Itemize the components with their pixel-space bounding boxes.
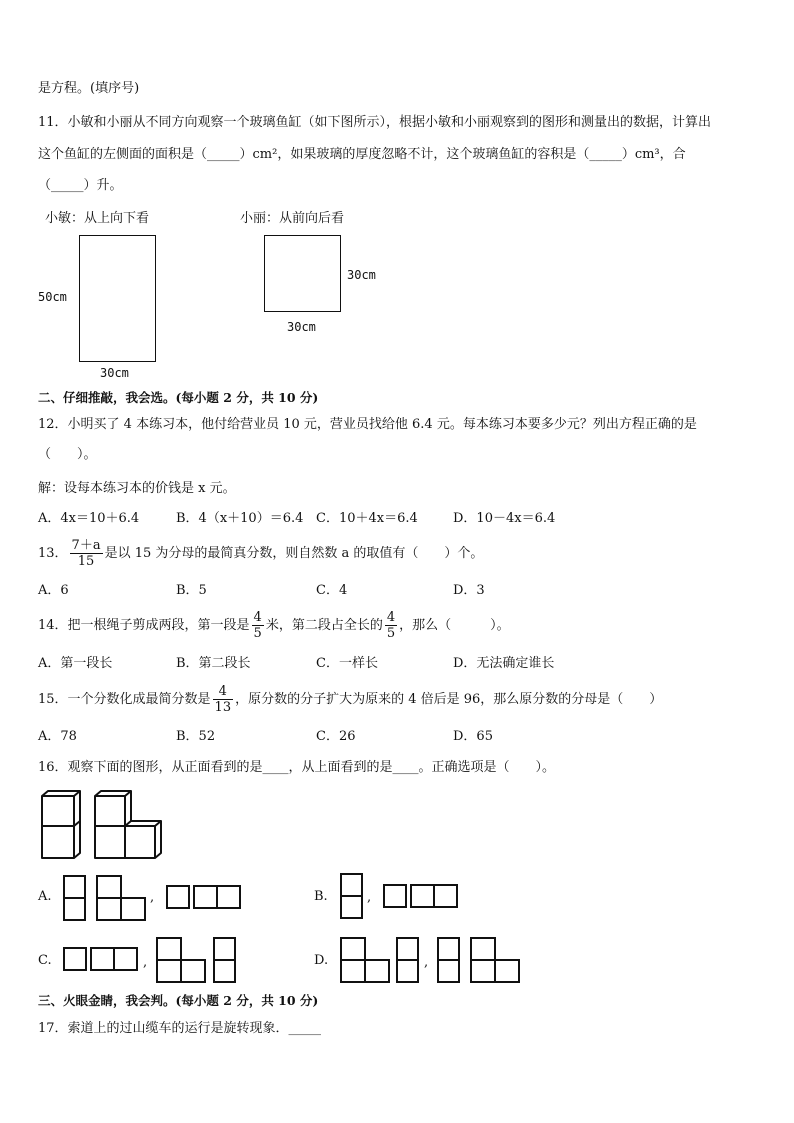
- q12-option-d: D．10－4x＝6.4: [453, 511, 556, 526]
- q15-option-a: A．78: [38, 729, 77, 744]
- q15-fraction: [213, 684, 234, 715]
- q14-stem: [38, 610, 510, 641]
- label-30cm-front-view: 30cm: [287, 320, 316, 334]
- q16-option-b-label: B.: [314, 889, 328, 904]
- q14-fraction-1: [252, 610, 264, 641]
- q13-option-d: D．3: [453, 583, 485, 598]
- q16-option-d-view-2: [396, 937, 419, 983]
- caption-xiaoli: 小丽：从前向后看: [240, 211, 345, 226]
- q16-option-c-comma: ,: [143, 955, 148, 970]
- label-30cm-right: 30cm: [347, 268, 376, 282]
- q15-stem: [38, 684, 662, 715]
- q17-line: 17．索道上的过山缆车的运行是旋转现象．_____: [38, 1021, 322, 1036]
- q14-fraction-1-denominator: 5: [253, 626, 262, 641]
- section-2-heading: 二、仔细推敲，我会选。(每小题 2 分，共 10 分): [38, 390, 319, 405]
- q11-line2: 这个鱼缸的左侧面的面积是（_____）cm²，如果玻璃的厚度忽略不计，这个玻璃鱼缸的容积是（_____）cm³，合: [38, 147, 686, 162]
- q13-number: 13．: [38, 546, 68, 561]
- q15-part2: ，原分数的分子扩大为原来的 4 倍后是 96，那么原分数的分母是（ ）: [235, 692, 663, 707]
- q14-part1: 14．把一根绳子剪成两段，第一段是: [38, 618, 250, 633]
- q15-option-d: D．65: [453, 729, 493, 744]
- front-view-square: [264, 235, 342, 313]
- q16-option-a-label: A.: [38, 889, 52, 904]
- q13-text: 是以 15 为分母的最简真分数，则自然数 a 的取值有（ ）个。: [104, 546, 484, 561]
- q15-fraction-denominator: 13: [214, 700, 232, 715]
- q12-line2: （ ）。: [38, 447, 97, 462]
- q12-option-b: B．4（x＋10）＝6.4: [176, 511, 304, 526]
- q14-fraction-2: [385, 610, 397, 641]
- q16-option-a-comma: ,: [150, 890, 155, 905]
- q13-fraction-denominator: 15: [77, 554, 95, 569]
- top-view-rectangle: [79, 235, 157, 363]
- q14-option-c: C．一样长: [316, 656, 378, 671]
- q16-option-d-label: D.: [314, 953, 329, 968]
- label-50cm: 50cm: [38, 290, 67, 304]
- section-3-heading: 三、火眼金睛，我会判。(每小题 2 分，共 10 分): [38, 993, 319, 1008]
- q15-part1: 15．一个分数化成最简分数是: [38, 692, 211, 707]
- q16-option-c-view-3: [213, 937, 236, 983]
- q14-option-d: D．无法确定谁长: [453, 656, 555, 671]
- q16-option-c-label: C.: [38, 953, 52, 968]
- q16-option-d-view-1: [340, 937, 390, 983]
- label-30cm-top-view: 30cm: [100, 366, 129, 380]
- q16-option-c-view-2: [156, 937, 206, 983]
- q15-option-b: B．52: [176, 729, 216, 744]
- q14-option-a: A．第一段长: [38, 656, 113, 671]
- q14-part3: ，那么（ ）。: [399, 618, 510, 633]
- q16-option-d-view-4: [470, 937, 520, 983]
- q15-option-c: C．26: [316, 729, 356, 744]
- q13-option-a: A．6: [38, 583, 69, 598]
- cube-stack-figure: [40, 790, 165, 860]
- q13-stem: [38, 538, 483, 569]
- q16-option-d-comma: ,: [424, 955, 429, 970]
- q16-option-a-view-2: [96, 875, 146, 921]
- q16-option-b-comma: ,: [367, 890, 372, 905]
- q14-part2: 米，第二段占全长的: [265, 618, 383, 633]
- q12-option-c: C．10＋4x＝6.4: [316, 511, 418, 526]
- q16-option-a-view-3: [166, 885, 242, 910]
- q12-line3: 解：设每本练习本的价钱是 x 元。: [38, 481, 236, 496]
- q11-line3: （_____）升。: [38, 178, 123, 193]
- q16-option-b-view-1: [340, 873, 363, 919]
- q11-line1: 11．小敏和小丽从不同方向观察一个玻璃鱼缸（如下图所示），根据小敏和小丽观察到的图形和测量出的数据，计算出: [38, 115, 712, 130]
- q14-fraction-1-numerator: 4: [253, 610, 262, 625]
- q13-fraction: [70, 538, 103, 569]
- q12-line1: 12．小明买了 4 本练习本，他付给营业员 10 元，营业员找给他 6.4 元。每本练习本要多少元？列出方程正确的是: [38, 417, 697, 432]
- q14-option-b: B．第二段长: [176, 656, 251, 671]
- q12-option-a: A．4x＝10＋6.4: [38, 511, 140, 526]
- q16-option-a-view-1: [63, 875, 86, 921]
- q16-option-d-view-3: [437, 937, 460, 983]
- q13-option-b: B．5: [176, 583, 207, 598]
- q16-line1: 16．观察下面的图形，从正面看到的是____，从上面看到的是____。正确选项是（ ）。: [38, 760, 556, 775]
- q16-option-c-view-1: [63, 947, 139, 972]
- q10-tail: 是方程。(填序号): [38, 81, 140, 96]
- q15-fraction-numerator: 4: [213, 684, 234, 700]
- q16-option-b-view-2: [383, 884, 459, 909]
- q14-fraction-2-numerator: 4: [386, 610, 396, 625]
- q13-fraction-numerator: 7＋a: [71, 538, 101, 553]
- q14-fraction-2-denominator: 5: [386, 626, 396, 641]
- caption-xiaomin: 小敏：从上向下看: [45, 211, 150, 226]
- q13-option-c: C．4: [316, 583, 348, 598]
